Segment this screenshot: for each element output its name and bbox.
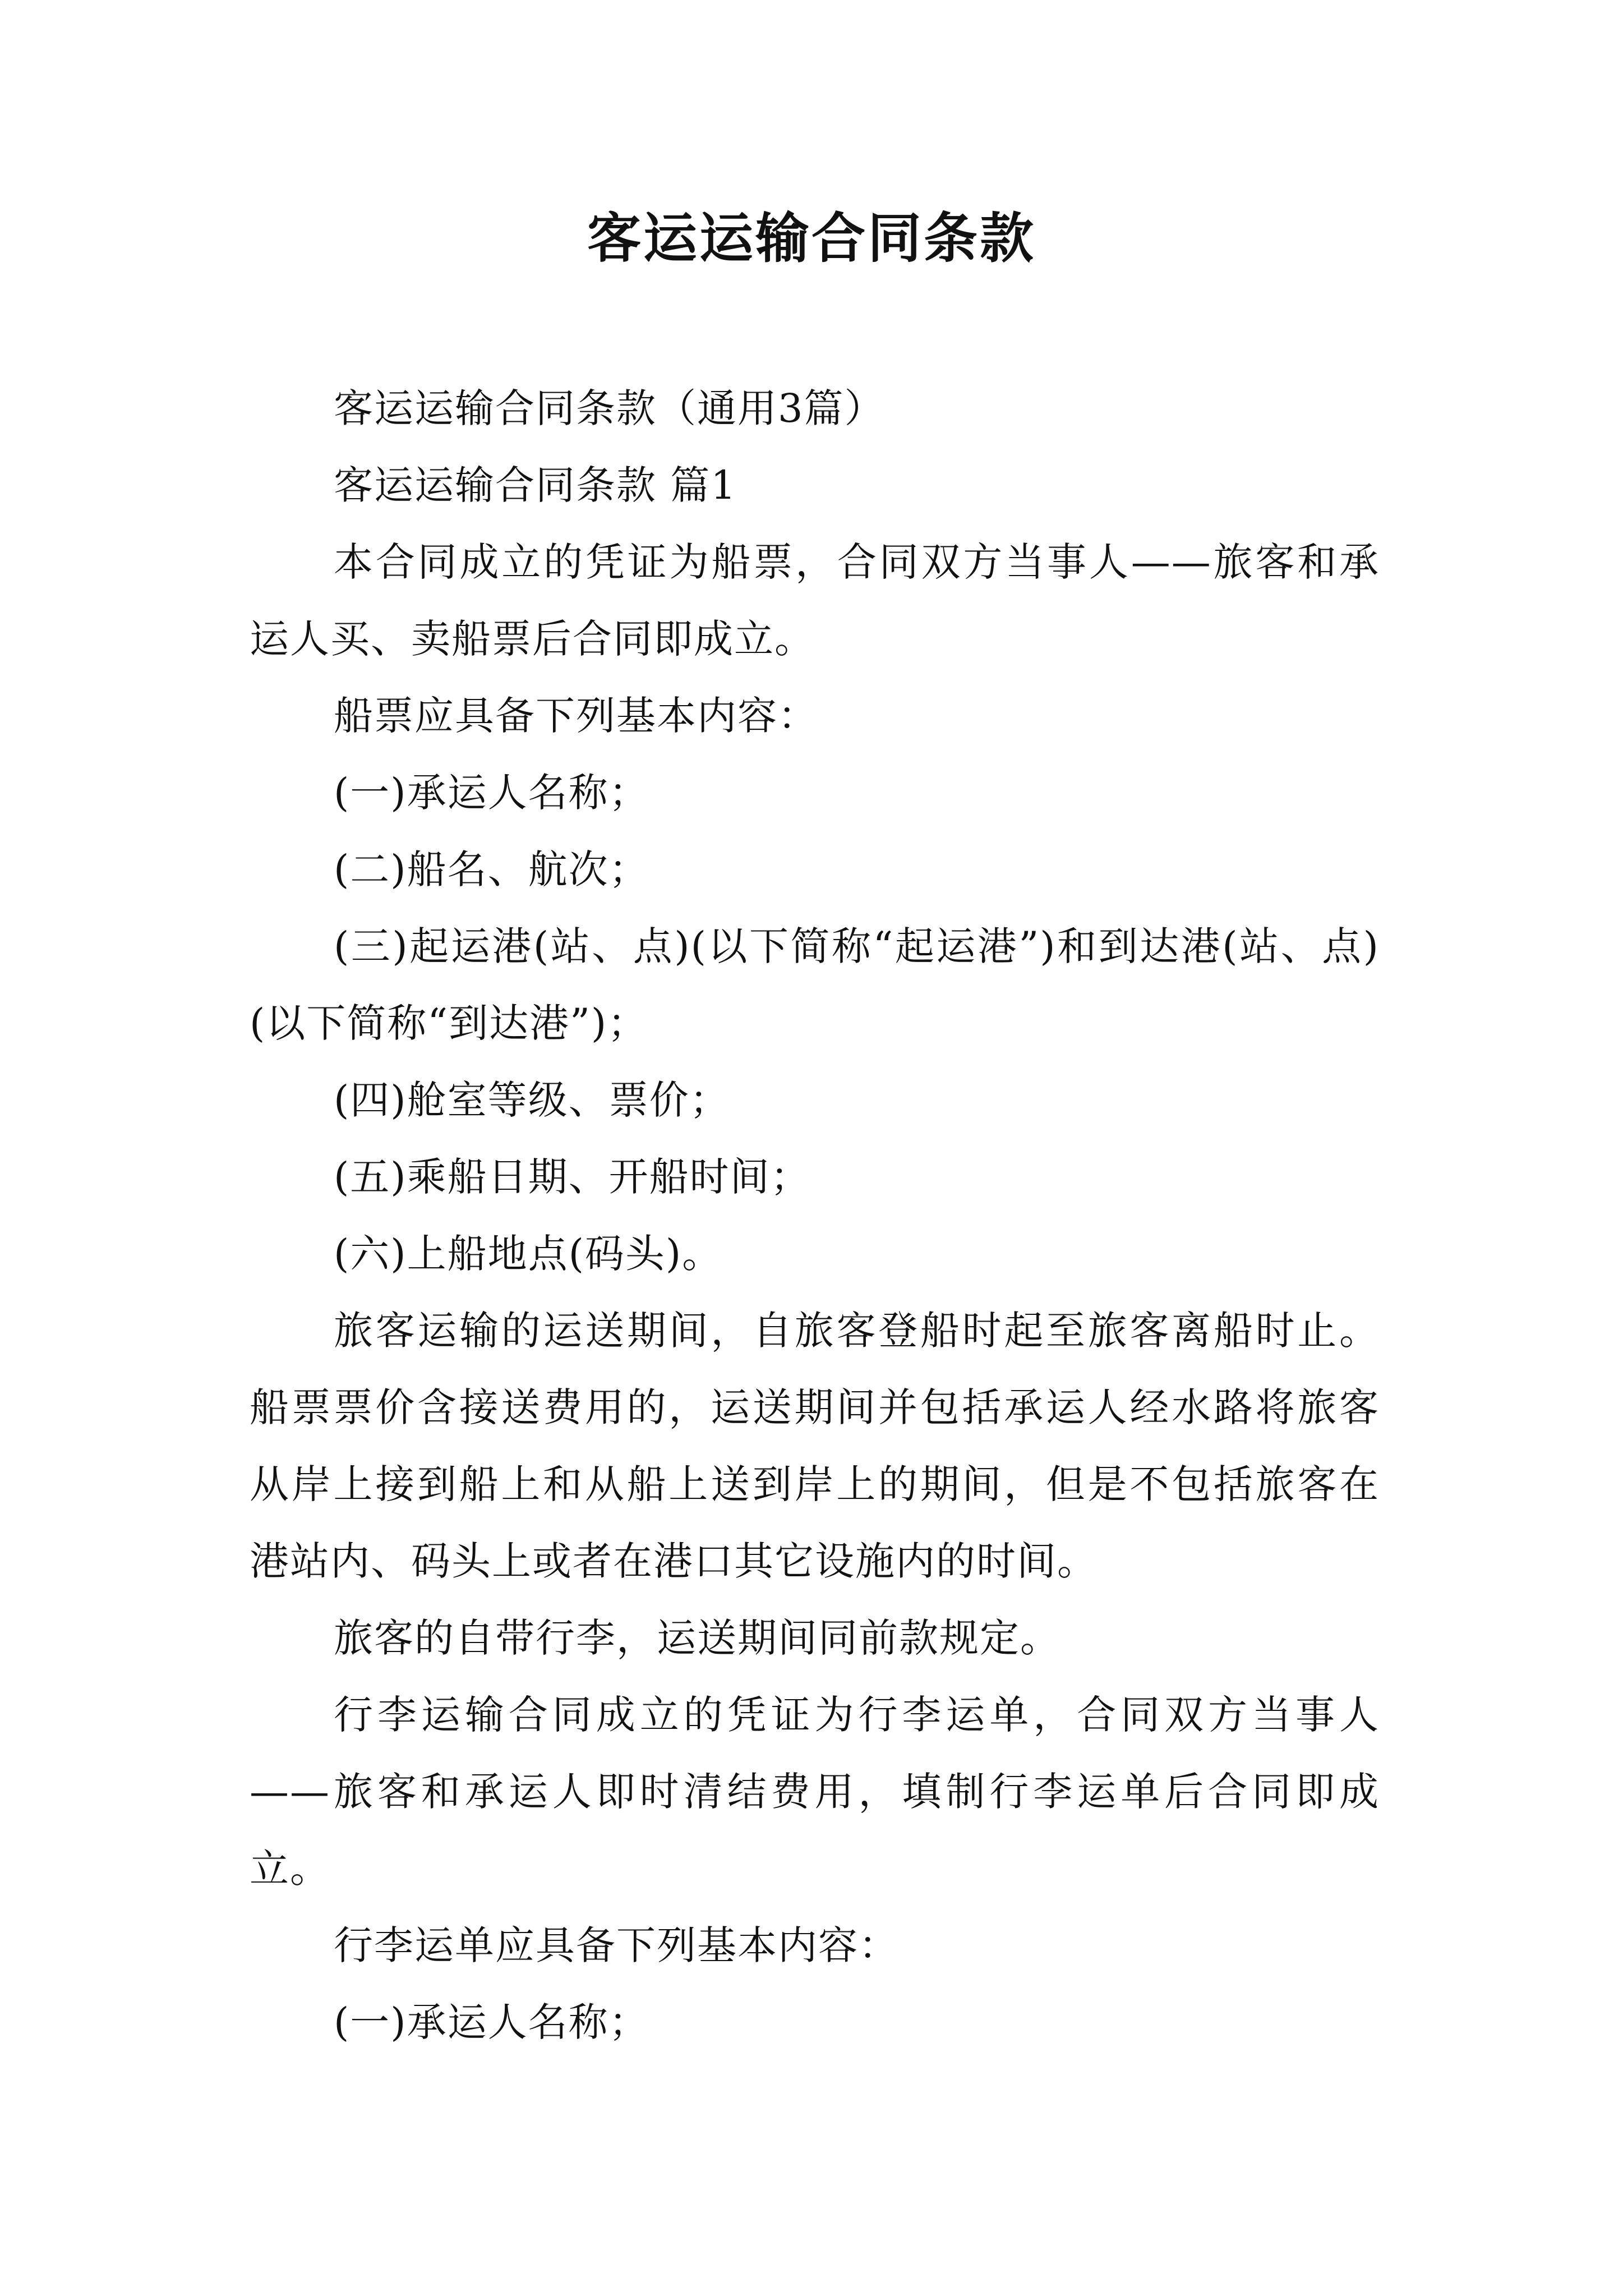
paragraph: 旅客运输的运送期间，自旅客登船时起至旅客离船时止。船票票价含接送费用的，运送期间并包括承运人经水路将旅客从岸上接到船上和从船上送到岸上的期间，但是不包括旅客在港站内、码头上或者在港口其它设施内的时间。 — [250, 1308, 1380, 1584]
paragraph: 船票应具备下列基本内容： — [334, 693, 818, 739]
list-item: (五)乘船日期、开船时间； — [334, 1154, 811, 1200]
list-item: (二)船名、航次； — [334, 846, 649, 892]
paragraph-subtitle: 客运运输合同条款（通用3篇） — [334, 385, 885, 431]
list-item: (三)起运港(站、点)(以下简称“起运港”)和到达港(站、点)(以下简称“到达港”)； — [250, 923, 1380, 1046]
paragraph-section-heading: 客运运输合同条款 篇1 — [334, 462, 737, 508]
list-item: (六)上船地点(码头)。 — [334, 1231, 723, 1277]
paragraph: 行李运单应具备下列基本内容： — [334, 1922, 899, 1968]
paragraph: 本合同成立的凭证为船票，合同双方当事人——旅客和承运人买、卖船票后合同即成立。 — [250, 539, 1380, 662]
document-title: 客运运输合同条款 — [587, 207, 1036, 270]
paragraph: 旅客的自带行李，运送期间同前款规定。 — [334, 1615, 1061, 1661]
list-item: (一)承运人名称； — [334, 1999, 649, 2045]
document-body — [250, 370, 1380, 2061]
paragraph: 行李运输合同成立的凭证为行李运单，合同双方当事人——旅客和承运人即时清结费用，填制行李运单后合同即成立。 — [250, 1692, 1380, 1892]
list-item: (一)承运人名称； — [334, 770, 649, 816]
list-item: (四)舱室等级、票价； — [334, 1077, 730, 1123]
